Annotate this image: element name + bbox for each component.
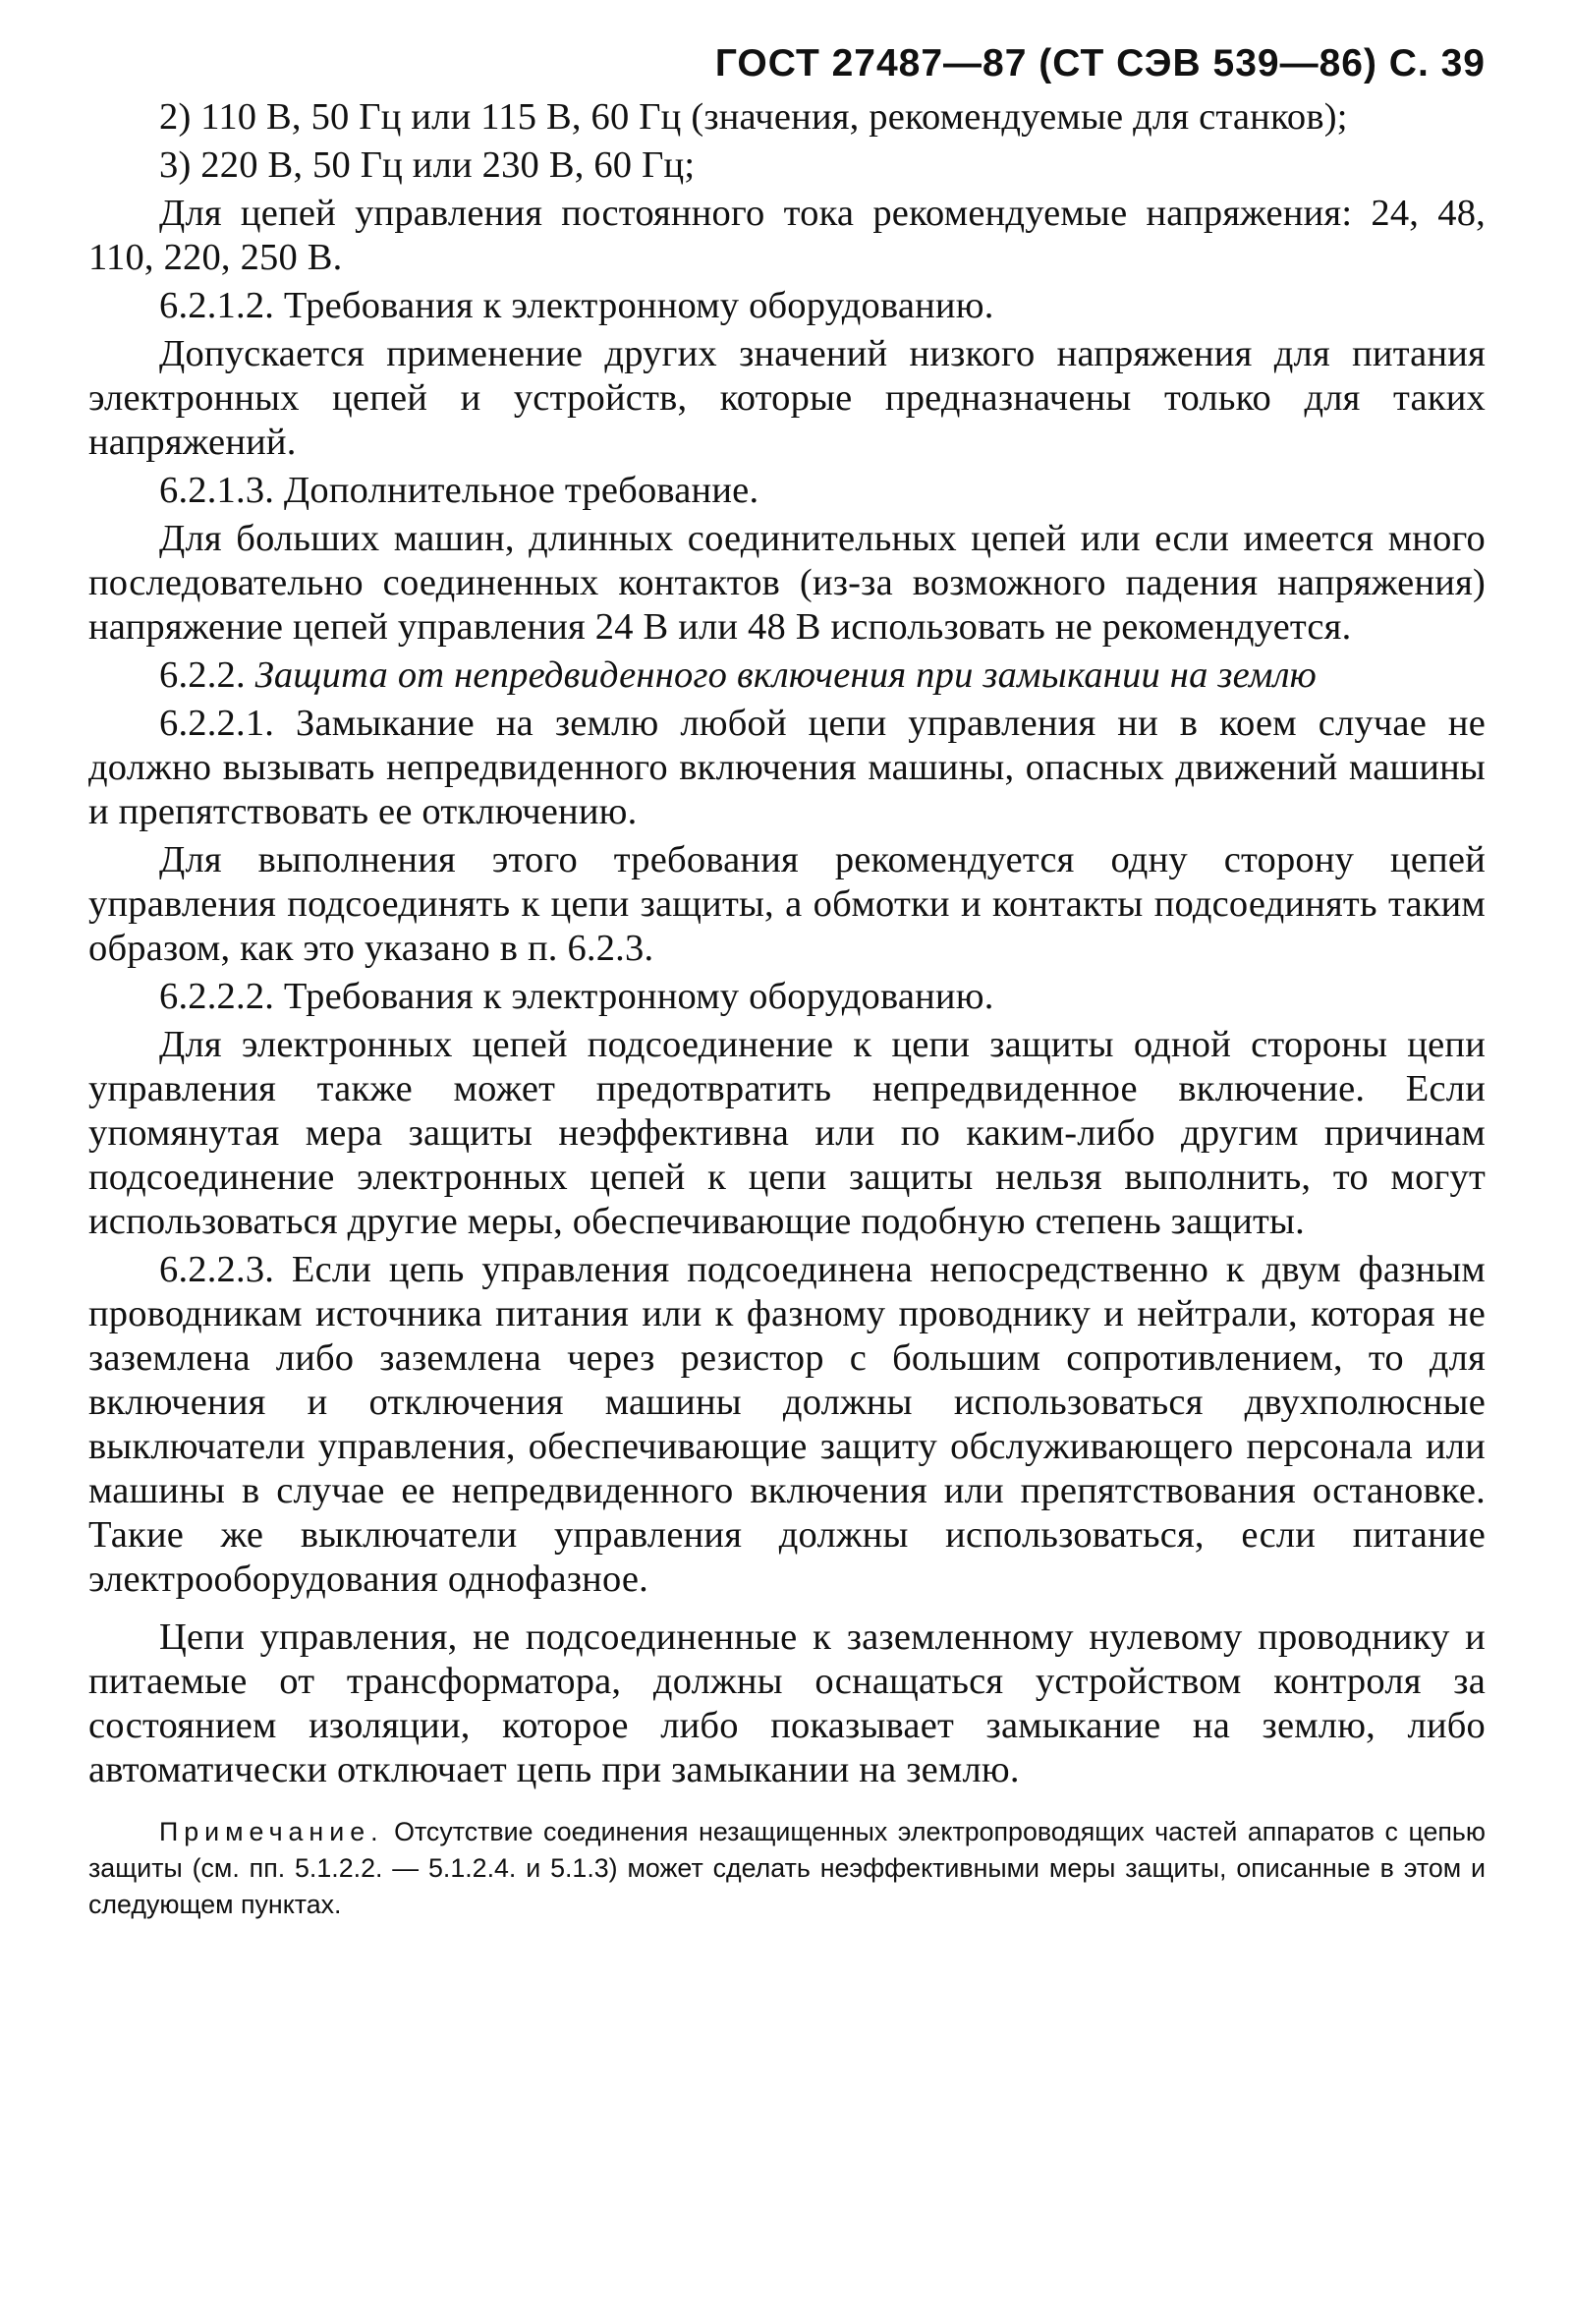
paragraph-voltage-2: 2) 110 В, 50 Гц или 115 В, 60 Гц (значения, рекомендуемые для станков); bbox=[159, 95, 1348, 138]
running-header: ГОСТ 27487—87 (СТ СЭВ 539—86) С. 39 bbox=[714, 42, 1486, 85]
section-6-2-2-title: Защита от непредвиденного включения при замыкании на землю bbox=[254, 653, 1318, 696]
paragraph-electronic-circuits: Для электронных цепей подсоединение к цепи защиты одной стороны цепи управления также может предотвратить непредвиденное включение. Если упомянутая мера защиты неэффективна или по каким-либо другим причинам подсоединение электронных цепей к цепи защиты нельзя выполнить, то могут использоваться другие меры, обеспечивающие подобную степень защиты. bbox=[88, 1023, 1486, 1242]
clause-6-2-2-1: 6.2.2.1. Замыкание на землю любой цепи управления ни в коем случае не должно вызывать непредвиденного включения машины, опасных движений машины и препятствовать ее отключению. bbox=[88, 702, 1486, 832]
clause-6-2-2-3: 6.2.2.3. Если цепь управления подсоединена непосредственно к двум фазным проводникам источника питания или к фазному проводнику и нейтрали, которая не заземлена либо заземлена через резистор с большим сопротивлением, то для включения и отключения машины должны использоваться двухполюсные выключатели управления, обеспечивающие защиту обслуживающего персонала или машины в случае ее непредвиденного включения или препятствования остановке. Такие же выключатели управления должны использоваться, если питание электрооборудования однофазное. bbox=[88, 1248, 1486, 1600]
clause-6-2-1-2-heading: 6.2.1.2. Требования к электронному оборудованию. bbox=[159, 284, 994, 326]
paragraph-requirement-implementation: Для выполнения этого требования рекомендуется одну сторону цепей управления подсоединять к цепи защиты, а обмотки и контакты подсоединять таким образом, как это указано в п. 6.2.3. bbox=[88, 838, 1486, 969]
paragraph-voltage-3: 3) 220 В, 50 Гц или 230 В, 60 Гц; bbox=[159, 143, 696, 186]
note-label: Примечание. bbox=[159, 1816, 384, 1846]
body-text bbox=[88, 95, 1486, 1792]
paragraph-insulation-monitoring: Цепи управления, не подсоединенные к заземленному нулевому проводнику и питаемые от трансформатора, должны оснащаться устройством контроля за состоянием изоляции, которое либо показывает замыкание на землю, либо автоматически отключает цепь при замыкании на землю. bbox=[88, 1615, 1486, 1790]
note-text: Отсутствие соединения незащищенных электропроводящих частей аппаратов с цепью защиты (см. пп. 5.1.2.2. — 5.1.2.4. и 5.1.3) может сделать неэффективными меры защиты, описанные в этом и следующем пунктах. bbox=[88, 1816, 1486, 1919]
clause-6-2-2-2-heading: 6.2.2.2. Требования к электронному оборудованию. bbox=[159, 975, 994, 1017]
section-6-2-2-number: 6.2.2. bbox=[159, 653, 246, 696]
document-page bbox=[88, 41, 1486, 1923]
paragraph-dc-voltages: Для цепей управления постоянного тока рекомендуемые напряжения: 24, 48, 110, 220, 250 В. bbox=[88, 192, 1486, 278]
paragraph-electronic-low-voltage: Допускается применение других значений низкого напряжения для питания электронных цепей и устройств, которые предназначены только для таких напряжений. bbox=[88, 332, 1486, 463]
clause-6-2-1-3-heading: 6.2.1.3. Дополнительное требование. bbox=[159, 469, 759, 511]
note-block bbox=[88, 1814, 1486, 1923]
paragraph-large-machines: Для больших машин, длинных соединительных цепей или если имеется много последовательно соединенных контактов (из-за возможного падения напряжения) напряжение цепей управления 24 В или 48 В использовать не рекомендуется. bbox=[88, 517, 1486, 648]
section-6-2-2-heading bbox=[88, 653, 1486, 698]
